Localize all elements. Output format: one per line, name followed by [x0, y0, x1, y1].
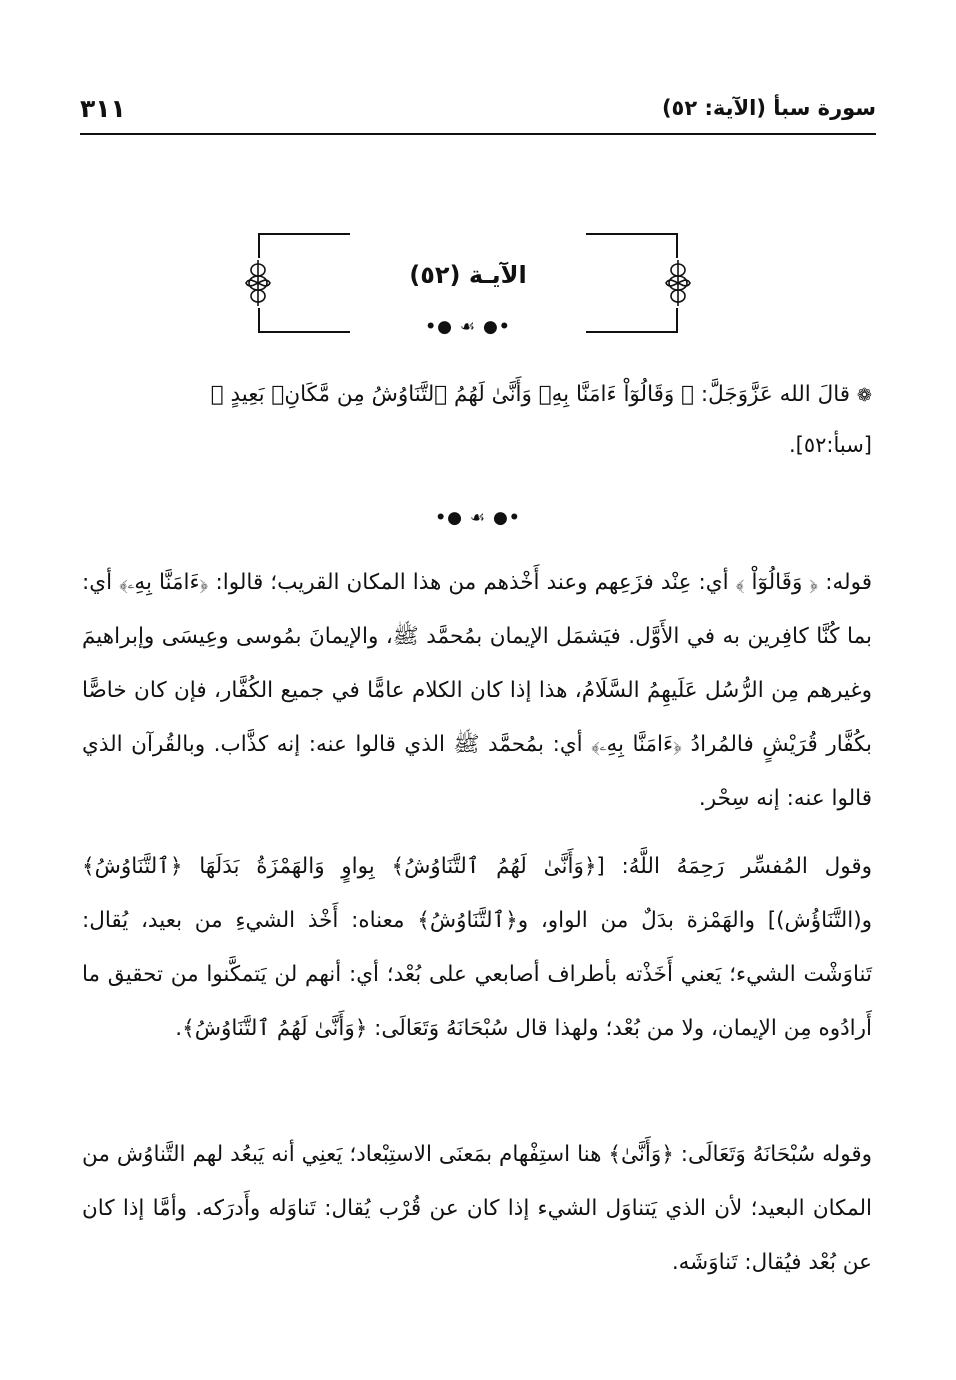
commentary-paragraph: وقول المُفسِّر رَحِمَهُ اللَّهُ: [﴿وَأَنَّىٰ لَهُمُ ٱلتَّنَاوُشُ﴾ بِواوٍ وَالهَمْزَةُ بَدَلَهَا ﴿ٱلتَّنَاوُشُ﴾ و(التَّنَاؤُش)] والهَمْزة بدَلٌ من الواو، و﴿ٱلتَّنَاوُشُ﴾ معناه: أَخْذ الشيءِ من بعيد، يُقال: تَناوَشْت الشيء؛ يَعني أَخَذْته بأطراف أصابعي على بُعْد؛ أي: أنهم لن يَتمكَّنوا من تحقيق ما أَرادُوه مِن الإيمان، ولا من بُعْد؛ ولهذا قال سُبْحَانَهُ وَتَعَالَى: ﴿وَأَنَّىٰ لَهُمُ ٱلتَّنَاوُشُ﴾. [82, 854, 872, 1041]
ayah-heading-frame [258, 233, 678, 337]
heading-divider: •● ☙ ●• [425, 317, 511, 337]
running-title: سورة سبأ (الآية: ٥٢) [661, 96, 876, 120]
verse-line [82, 368, 872, 423]
section-divider: •● ☙ ●• [435, 508, 521, 528]
page-number: ٣١١ [80, 94, 126, 123]
verse-text: قالَ الله عَزَّوَجَلَّ: ﴿ وَقَالُوٓاْ ءَامَنَّا بِهِۦ وَأَنَّىٰ لَهُمُ ٱلتَّنَاوُشُ مِن مَّكَانِۭ بَعِيدٍ ﴾ [210, 382, 851, 407]
header-rule [80, 133, 876, 135]
flower-marker-icon: ❁ [856, 385, 872, 406]
frame-top-gap [350, 231, 586, 239]
ayah-heading: الآيـة (٥٢) [409, 261, 527, 289]
commentary-paragraph: قوله: ﴿ وَقَالُوٓاْ ﴾ أي: عِنْد فزَعِهم وعند أَخْذهم من هذا المكان القريب؛ قالوا: ﴿ءَامَنَّا بِهِۦ﴾ أي: بما كُنَّا كافِرين به في الأَوَّل. فيَشمَل الإيمان بمُحمَّد ﷺ، والإيمانَ بمُوسى وعِيسَى وإبراهيمَ وغيرهم مِن الرُّسُل عَلَيهِمُ السَّلَامُ، هذا إذا كان الكلام عامًّا في جميع الكُفَّار، فإن كان خاصًّا بكُفَّار قُرَيْشٍ فالمُرادُ ﴿ءَامَنَّا بِهِۦ﴾ أي: بمُحمَّد ﷺ الذي قالوا عنه: إنه كذَّاب. وبالقُرآن الذي قالوا عنه: إنه سِحْر. [82, 570, 872, 811]
running-header [80, 92, 876, 132]
commentary-paragraph: وقوله سُبْحَانَهُ وَتَعَالَى: ﴿وَأَنَّىٰ﴾ هنا استِفْهام بمَعنَى الاستِبْعاد؛ يَعنِي أنه يَبعُد لهم التَّناوُش من المكان البعيد؛ لأن الذي يَتناوَل الشيء إذا كان عن قُرْب يُقال: تَناوَله وأَدرَكه. وأمَّا إذا كان عن بُعْد فيُقال: تَناوَشَه. [82, 1142, 872, 1275]
verse-citation: [سبأ:٥٢]. [788, 433, 872, 457]
